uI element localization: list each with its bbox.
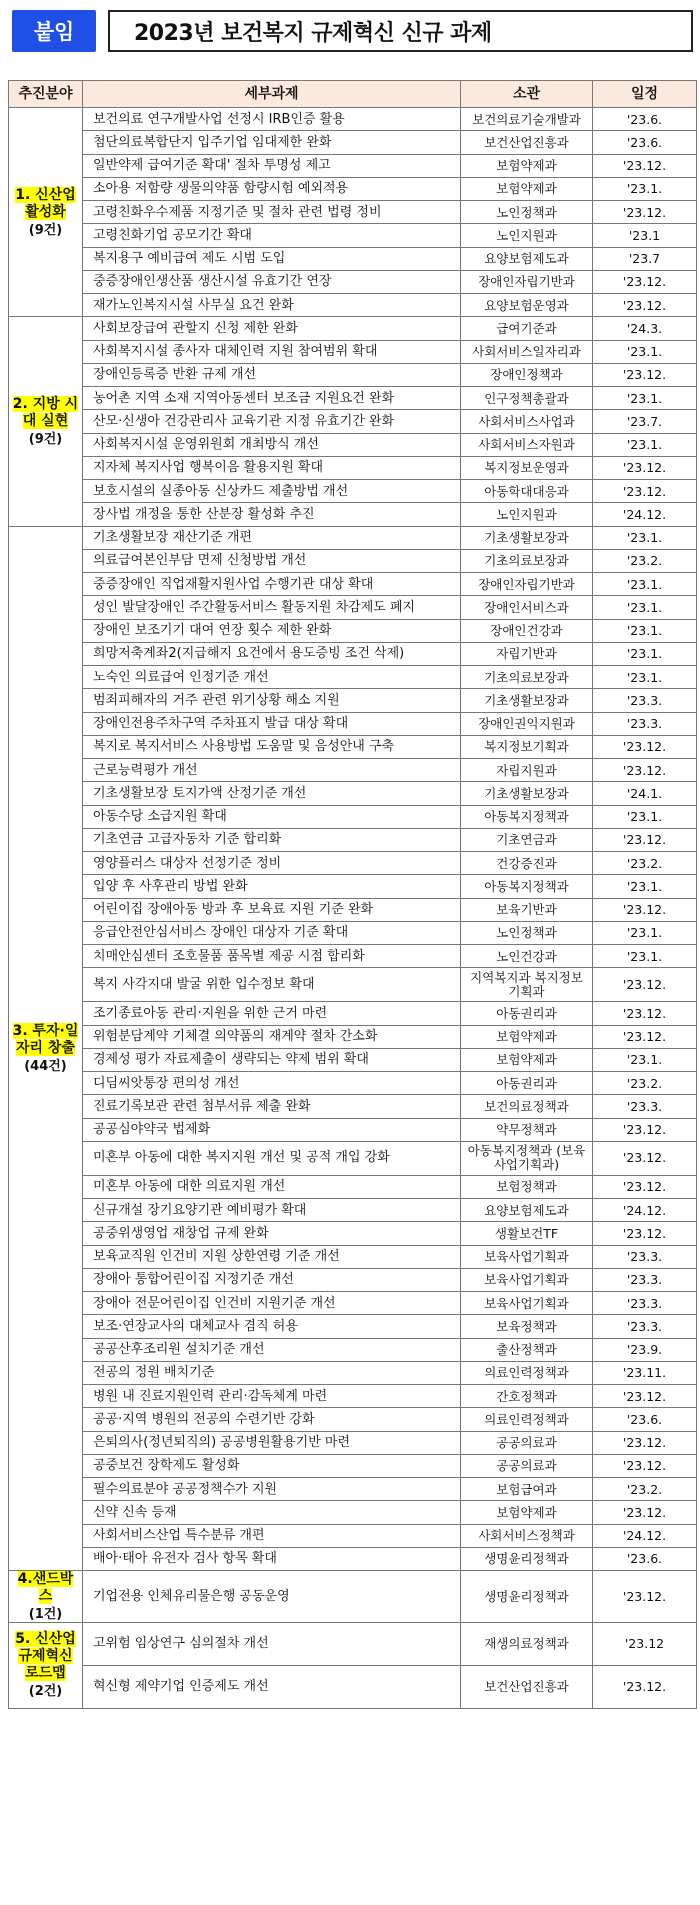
department-cell: 기초연금과 (461, 828, 593, 851)
department-cell: 보건의료기술개발과 (461, 108, 593, 131)
schedule-cell: '23.2. (593, 549, 697, 572)
schedule-cell: '23.1 (593, 224, 697, 247)
table-row (9, 1222, 697, 1245)
table-row (9, 921, 697, 944)
department-cell: 보육정책과 (461, 1315, 593, 1338)
category-cell (9, 526, 83, 1571)
table-row (9, 1361, 697, 1384)
department-cell: 간호정책과 (461, 1385, 593, 1408)
schedule-cell: '23.1. (593, 573, 697, 596)
task-cell: 희망저축계좌2(지급해지 요건에서 용도증빙 조건 삭제) (83, 642, 461, 665)
department-cell: 아동복지정책과 (461, 875, 593, 898)
schedule-cell: '23.1. (593, 666, 697, 689)
task-cell: 신약 신속 등재 (83, 1501, 461, 1524)
department-cell: 보험약제과 (461, 177, 593, 200)
schedule-cell: '23.6. (593, 131, 697, 154)
table-row (9, 1141, 697, 1175)
task-cell: 지자체 복지사업 행복이음 활용지원 확대 (83, 456, 461, 479)
title-text: 2023년 보건복지 규제혁신 신규 과제 (134, 20, 492, 46)
table-row (9, 1623, 697, 1666)
table-row (9, 1571, 697, 1623)
department-cell: 급여기준과 (461, 317, 593, 340)
table-row (9, 619, 697, 642)
task-cell: 소아용 저함량 생물의약품 함량시험 예외적용 (83, 177, 461, 200)
table-row (9, 526, 697, 549)
schedule-cell: '23.1. (593, 945, 697, 968)
schedule-cell: '23.2. (593, 1072, 697, 1095)
table-row (9, 1025, 697, 1048)
schedule-cell: '23.7. (593, 410, 697, 433)
task-cell: 사회복지시설 운영위원회 개최방식 개선 (83, 433, 461, 456)
schedule-cell: '23.1. (593, 526, 697, 549)
department-cell: 요양보험제도과 (461, 247, 593, 270)
department-cell: 약무정책과 (461, 1118, 593, 1141)
schedule-cell: '23.12. (593, 294, 697, 317)
task-cell: 산모·신생아 건강관리사 교육기관 지정 유효기간 완화 (83, 410, 461, 433)
department-cell: 인구정책총괄과 (461, 387, 593, 410)
department-cell: 보험약제과 (461, 1501, 593, 1524)
task-cell: 위험분담계약 기체결 의약품의 재계약 절차 간소화 (83, 1025, 461, 1048)
department-cell: 기초의료보장과 (461, 549, 593, 572)
department-cell: 보건의료정책과 (461, 1095, 593, 1118)
table-row (9, 1268, 697, 1291)
department-cell: 생명윤리정책과 (461, 1547, 593, 1570)
task-cell: 공공산후조리원 설치기준 개선 (83, 1338, 461, 1361)
task-cell: 영양플러스 대상자 선정기준 정비 (83, 852, 461, 875)
department-cell: 보육기반과 (461, 898, 593, 921)
department-cell: 보육사업기획과 (461, 1292, 593, 1315)
attachment-badge: 붙임 (12, 10, 96, 52)
department-cell: 아동복지정책과 (461, 805, 593, 828)
schedule-cell: '23.11. (593, 1361, 697, 1384)
department-cell: 장애인정책과 (461, 363, 593, 386)
task-cell: 재가노인복지시설 사무실 요건 완화 (83, 294, 461, 317)
task-cell: 고위험 임상연구 심의절차 개선 (83, 1623, 461, 1666)
column-header-schedule: 일정 (593, 81, 697, 108)
task-cell: 중증장애인생산품 생산시설 유효기간 연장 (83, 270, 461, 293)
schedule-cell: '23.2. (593, 852, 697, 875)
table-row (9, 549, 697, 572)
task-cell: 농어촌 지역 소재 지역아동센터 보조금 지원요건 완화 (83, 387, 461, 410)
department-cell: 복지정보운영과 (461, 456, 593, 479)
table-row (9, 573, 697, 596)
table-row (9, 1454, 697, 1477)
schedule-cell: '23.3. (593, 1245, 697, 1268)
table-row (9, 1292, 697, 1315)
schedule-cell: '23.6. (593, 108, 697, 131)
department-cell: 장애인자립기반과 (461, 270, 593, 293)
schedule-cell: '23.12. (593, 1141, 697, 1175)
department-cell: 아동권리과 (461, 1072, 593, 1095)
task-cell: 고령친화기업 공모기간 확대 (83, 224, 461, 247)
task-cell: 보육교직원 인건비 지원 상한연령 기준 개선 (83, 1245, 461, 1268)
table-row (9, 1385, 697, 1408)
table-row (9, 1478, 697, 1501)
schedule-cell: '23.12. (593, 898, 697, 921)
table-row (9, 1408, 697, 1431)
department-cell: 아동복지정책과 (보육사업기획과) (461, 1141, 593, 1175)
task-cell: 의료급여본인부담 면제 신청방법 개선 (83, 549, 461, 572)
task-cell: 병원 내 진료지원인력 관리·감독체계 마련 (83, 1385, 461, 1408)
task-cell: 보조·연장교사의 대체교사 겸직 허용 (83, 1315, 461, 1338)
table-row (9, 363, 697, 386)
table-row (9, 108, 697, 131)
page-title (108, 10, 693, 52)
task-cell: 응급안전안심서비스 장애인 대상자 기준 확대 (83, 921, 461, 944)
department-cell: 보험약제과 (461, 1048, 593, 1071)
table-row (9, 317, 697, 340)
department-cell: 재생의료정책과 (461, 1623, 593, 1666)
task-cell: 장사법 개정을 통한 산분장 활성화 추진 (83, 503, 461, 526)
task-cell: 보호시설의 실종아동 신상카드 제출방법 개선 (83, 480, 461, 503)
department-cell: 사회서비스일자리과 (461, 340, 593, 363)
department-cell: 기초생활보장과 (461, 526, 593, 549)
schedule-cell: '23.12 (593, 1623, 697, 1666)
table-row (9, 1095, 697, 1118)
schedule-cell: '23.12. (593, 759, 697, 782)
schedule-cell: '23.12. (593, 154, 697, 177)
department-cell: 기초생활보장과 (461, 689, 593, 712)
table-row (9, 666, 697, 689)
schedule-cell: '23.12. (593, 1665, 697, 1708)
table-row (9, 177, 697, 200)
department-cell: 보건산업진흥과 (461, 1665, 593, 1708)
schedule-cell: '23.1. (593, 177, 697, 200)
schedule-cell: '23.12. (593, 1002, 697, 1025)
table-row (9, 1118, 697, 1141)
task-cell: 복지 사각지대 발굴 위한 입수정보 확대 (83, 968, 461, 1002)
schedule-cell: '23.12. (593, 1454, 697, 1477)
task-cell: 미혼부 아동에 대한 복지지원 개선 및 공적 개입 강화 (83, 1141, 461, 1175)
schedule-cell: '23.1. (593, 619, 697, 642)
task-cell: 근로능력평가 개선 (83, 759, 461, 782)
department-cell: 사회서비스정책과 (461, 1524, 593, 1547)
task-cell: 범죄피해자의 거주 관련 위기상황 해소 지원 (83, 689, 461, 712)
department-cell: 공공의료과 (461, 1454, 593, 1477)
department-cell: 공공의료과 (461, 1431, 593, 1454)
task-cell: 장애인전용주차구역 주차표지 발급 대상 확대 (83, 712, 461, 735)
task-cell: 노숙인 의료급여 인정기준 개선 (83, 666, 461, 689)
category-count: (9건) (28, 222, 63, 238)
table-row (9, 1175, 697, 1198)
department-cell: 사회서비스사업과 (461, 410, 593, 433)
table-row (9, 270, 697, 293)
schedule-cell: '23.1. (593, 642, 697, 665)
table-row (9, 503, 697, 526)
table-row (9, 642, 697, 665)
table-row (9, 805, 697, 828)
department-cell: 생활보건TF (461, 1222, 593, 1245)
task-cell: 어린이집 장애아동 방과 후 보육료 지원 기준 완화 (83, 898, 461, 921)
table-row (9, 1002, 697, 1025)
schedule-cell: '23.1. (593, 1048, 697, 1071)
table-row (9, 712, 697, 735)
table-row (9, 1338, 697, 1361)
department-cell: 출산정책과 (461, 1338, 593, 1361)
category-cell (9, 317, 83, 526)
column-header-dept: 소관 (461, 81, 593, 108)
department-cell: 요양보험제도과 (461, 1199, 593, 1222)
table-row (9, 735, 697, 758)
department-cell: 장애인서비스과 (461, 596, 593, 619)
schedule-cell: '24.12. (593, 1199, 697, 1222)
table-row (9, 224, 697, 247)
table-row (9, 782, 697, 805)
schedule-cell: '23.12. (593, 1431, 697, 1454)
table-row (9, 480, 697, 503)
category-count: (2건) (28, 1684, 63, 1700)
task-cell: 사회복지시설 종사자 대체인력 지원 참여범위 확대 (83, 340, 461, 363)
schedule-cell: '23.3. (593, 1315, 697, 1338)
task-cell: 공공심야약국 법제화 (83, 1118, 461, 1141)
schedule-cell: '23.3. (593, 689, 697, 712)
task-cell: 배아·태아 유전자 검사 항목 확대 (83, 1547, 461, 1570)
schedule-cell: '23.12. (593, 1222, 697, 1245)
task-cell: 중증장애인 직업재활지원사업 수행기관 대상 확대 (83, 573, 461, 596)
category-label: 4.샌드박스 (17, 1571, 74, 1604)
table-body (9, 108, 697, 1709)
task-cell: 경제성 평가 자료제출이 생략되는 약제 범위 확대 (83, 1048, 461, 1071)
table-row (9, 1547, 697, 1570)
table-row (9, 1665, 697, 1708)
schedule-cell: '23.9. (593, 1338, 697, 1361)
task-cell: 조기종료아동 관리·지원을 위한 근거 마련 (83, 1002, 461, 1025)
schedule-cell: '23.1. (593, 596, 697, 619)
schedule-cell: '23.12. (593, 270, 697, 293)
table-row (9, 1431, 697, 1454)
task-cell: 사회서비스산업 특수분류 개편 (83, 1524, 461, 1547)
department-cell: 보험약제과 (461, 1025, 593, 1048)
schedule-cell: '23.3. (593, 1292, 697, 1315)
schedule-cell: '23.3. (593, 1268, 697, 1291)
table-row (9, 945, 697, 968)
table-row (9, 456, 697, 479)
table-row (9, 1199, 697, 1222)
table-row (9, 852, 697, 875)
table-row (9, 131, 697, 154)
department-cell: 의료인력정책과 (461, 1408, 593, 1431)
category-label: 5. 신산업 규제혁신 로드맵 (15, 1631, 76, 1682)
schedule-cell: '23.2. (593, 1478, 697, 1501)
department-cell: 노인건강과 (461, 945, 593, 968)
schedule-cell: '24.12. (593, 503, 697, 526)
table-row (9, 1315, 697, 1338)
department-cell: 장애인자립기반과 (461, 573, 593, 596)
task-cell: 치매안심센터 조호물품 품목별 제공 시점 합리화 (83, 945, 461, 968)
schedule-cell: '23.12. (593, 1385, 697, 1408)
table-row (9, 294, 697, 317)
table-row (9, 1048, 697, 1071)
task-cell: 디딤씨앗통장 편의성 개선 (83, 1072, 461, 1095)
department-cell: 노인정책과 (461, 921, 593, 944)
department-cell: 노인지원과 (461, 503, 593, 526)
task-cell: 기초연금 고급자동차 기준 합리화 (83, 828, 461, 851)
department-cell: 요양보험운영과 (461, 294, 593, 317)
task-cell: 고령친화우수제품 지정기준 및 절차 관련 법령 정비 (83, 201, 461, 224)
schedule-cell: '23.12. (593, 1025, 697, 1048)
category-count: (1건) (28, 1607, 63, 1622)
task-cell: 성인 발달장애인 주간활동서비스 활동지원 차감제도 폐지 (83, 596, 461, 619)
column-header-area: 추진분야 (9, 81, 83, 108)
department-cell: 기초생활보장과 (461, 782, 593, 805)
table-row (9, 596, 697, 619)
table-row (9, 898, 697, 921)
schedule-cell: '23.12. (593, 201, 697, 224)
department-cell: 보험약제과 (461, 154, 593, 177)
task-cell: 장애아 통합어린이집 지정기준 개선 (83, 1268, 461, 1291)
table-row (9, 201, 697, 224)
schedule-cell: '23.12. (593, 1501, 697, 1524)
department-cell: 보험정책과 (461, 1175, 593, 1198)
schedule-cell: '23.12. (593, 968, 697, 1002)
table-row (9, 1524, 697, 1547)
department-cell: 보육사업기획과 (461, 1268, 593, 1291)
department-cell: 자립기반과 (461, 642, 593, 665)
task-cell: 기초생활보장 토지가액 산정기준 개선 (83, 782, 461, 805)
table-row (9, 433, 697, 456)
schedule-cell: '23.3. (593, 712, 697, 735)
table-row (9, 968, 697, 1002)
schedule-cell: '23.1. (593, 387, 697, 410)
schedule-cell: '24.1. (593, 782, 697, 805)
schedule-cell: '23.12. (593, 735, 697, 758)
table-row (9, 759, 697, 782)
task-cell: 전공의 정원 배치기준 (83, 1361, 461, 1384)
table-header-row (9, 81, 697, 108)
task-cell: 혁신형 제약기업 인증제도 개선 (83, 1665, 461, 1708)
category-count: (9건) (28, 431, 63, 447)
task-cell: 필수의료분야 공공정책수가 지원 (83, 1478, 461, 1501)
column-header-task: 세부과제 (83, 81, 461, 108)
schedule-cell: '23.1. (593, 433, 697, 456)
task-cell: 장애인 보조기기 대여 연장 횟수 제한 완화 (83, 619, 461, 642)
table-row (9, 340, 697, 363)
task-cell: 미혼부 아동에 대한 의료지원 개선 (83, 1175, 461, 1198)
category-cell (9, 1623, 83, 1709)
task-cell: 공공·지역 병원의 전공의 수련기반 강화 (83, 1408, 461, 1431)
schedule-cell: '23.12. (593, 480, 697, 503)
department-cell: 의료인력정책과 (461, 1361, 593, 1384)
table-row (9, 247, 697, 270)
task-cell: 공중보건 장학제도 활성화 (83, 1454, 461, 1477)
task-cell: 복지용구 예비급여 제도 시범 도입 (83, 247, 461, 270)
task-cell: 장애아 전문어린이집 인건비 지원기준 개선 (83, 1292, 461, 1315)
schedule-cell: '24.3. (593, 317, 697, 340)
category-label: 2. 지방 시대 실현 (12, 395, 79, 429)
department-cell: 장애인건강과 (461, 619, 593, 642)
table-row (9, 689, 697, 712)
task-cell: 장애인등록증 반환 규제 개선 (83, 363, 461, 386)
schedule-cell: '23.12. (593, 456, 697, 479)
task-cell: 진료기록보관 관련 첨부서류 제출 완화 (83, 1095, 461, 1118)
task-cell: 은퇴의사(정년퇴직의) 공공병원활용기반 마련 (83, 1431, 461, 1454)
table-row (9, 828, 697, 851)
department-cell: 보육사업기획과 (461, 1245, 593, 1268)
category-cell (9, 108, 83, 317)
department-cell: 아동권리과 (461, 1002, 593, 1025)
department-cell: 보험급여과 (461, 1478, 593, 1501)
table-row (9, 387, 697, 410)
department-cell: 자립지원과 (461, 759, 593, 782)
department-cell: 노인지원과 (461, 224, 593, 247)
task-cell: 기초생활보장 재산기준 개편 (83, 526, 461, 549)
schedule-cell: '23.12. (593, 1118, 697, 1141)
schedule-cell: '23.1. (593, 340, 697, 363)
department-cell: 복지정보기획과 (461, 735, 593, 758)
task-cell: 아동수당 소급지원 확대 (83, 805, 461, 828)
task-cell: 보건의료 연구개발사업 선정시 IRB인증 활용 (83, 108, 461, 131)
schedule-cell: '23.12. (593, 1175, 697, 1198)
category-cell (9, 1571, 83, 1623)
department-cell: 사회서비스자원과 (461, 433, 593, 456)
schedule-cell: '23.1. (593, 805, 697, 828)
schedule-cell: '23.7 (593, 247, 697, 270)
department-cell: 아동학대대응과 (461, 480, 593, 503)
schedule-cell: '23.1. (593, 921, 697, 944)
table-row (9, 1072, 697, 1095)
category-label: 1. 신산업 활성화 (15, 186, 76, 220)
department-cell: 보건산업진흥과 (461, 131, 593, 154)
schedule-cell: '23.12. (593, 1571, 697, 1623)
table-row (9, 1501, 697, 1524)
task-cell: 입양 후 사후관리 방법 완화 (83, 875, 461, 898)
category-label: 3. 투자·일자리 창출 (12, 1022, 79, 1056)
table-row (9, 154, 697, 177)
department-cell: 노인정책과 (461, 201, 593, 224)
task-cell: 공중위생영업 재창업 규제 완화 (83, 1222, 461, 1245)
task-cell: 첨단의료복합단지 입주기업 임대제한 완화 (83, 131, 461, 154)
schedule-cell: '23.6. (593, 1408, 697, 1431)
department-cell: 기초의료보장과 (461, 666, 593, 689)
schedule-cell: '23.1. (593, 875, 697, 898)
department-cell: 생명윤리정책과 (461, 1571, 593, 1623)
schedule-cell: '24.12. (593, 1524, 697, 1547)
schedule-cell: '23.6. (593, 1547, 697, 1570)
department-cell: 건강증진과 (461, 852, 593, 875)
task-cell: 사회보장급여 관할지 신청 제한 완화 (83, 317, 461, 340)
category-count: (44건) (24, 1058, 67, 1074)
task-cell: 복지로 복지서비스 사용방법 도움말 및 음성안내 구축 (83, 735, 461, 758)
task-cell: 일반약제 급여기준 확대' 절차 투명성 제고 (83, 154, 461, 177)
table-row (9, 410, 697, 433)
table-row (9, 1245, 697, 1268)
department-cell: 지역복지과 복지정보기획과 (461, 968, 593, 1002)
task-cell: 기업전용 인체유리물은행 공동운영 (83, 1571, 461, 1623)
table-row (9, 875, 697, 898)
department-cell: 장애인권익지원과 (461, 712, 593, 735)
schedule-cell: '23.12. (593, 363, 697, 386)
regulation-table (8, 80, 697, 1709)
schedule-cell: '23.3. (593, 1095, 697, 1118)
task-cell: 신규개설 장기요양기관 예비평가 확대 (83, 1199, 461, 1222)
schedule-cell: '23.12. (593, 828, 697, 851)
